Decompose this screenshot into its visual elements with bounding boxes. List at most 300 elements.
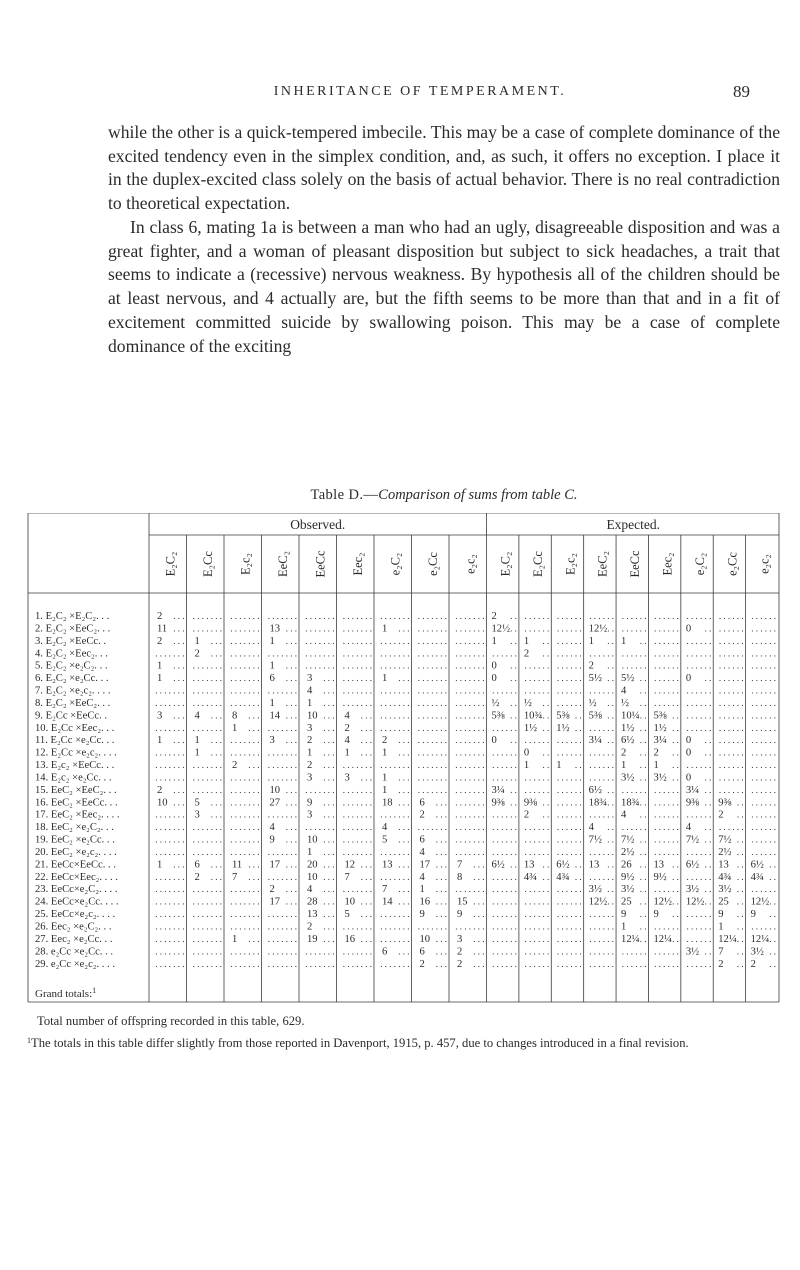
expected-cell: 12¼ [750,933,770,945]
leader-dots: . . . . . . [556,921,582,932]
leader-dots: . . . [173,859,185,870]
leader-dots: . . . [323,834,335,845]
leader-dots: . . [542,797,550,808]
paragraph-1: while the other is a quick-tempered imbecile. This may be a case of complete dominance of the excited tendency even in the simplex condition, and, as such, it offers no exception. I place it in the duplex-excited class solely on the basis of actual behavior. There is no real contradiction to theoretical expectation. [108,122,780,214]
leader-dots: . . . . . . . [417,660,447,671]
leader-dots: . . . . . . [718,697,744,708]
observed-cell: 1 [157,673,163,685]
paragraph-2: In class 6, mating 1a is between a man who had an ugly, disagreeable disposition and was a great fighter, and a woman of pleasant disposition but subject to sick headaches, a trait that seems to indicate a (recessive) nervous weakness. By hypothesis all of the children should be at least nervous, and 4 actually are, but the fifth seems to be more than that and in a fit of excitement committed suicide by swallowing poison. This may be a case of complete dominance of the exciting [108,217,780,356]
leader-dots: . . . [398,834,410,845]
leader-dots: . . . . . . . [155,834,185,845]
leader-dots: . . . . . . [556,933,582,944]
leader-dots: . . . . . . [556,797,582,808]
observed-cell: 20 [307,859,318,871]
leader-dots: . . . . . . . [230,834,260,845]
leader-dots: . . . [398,735,410,746]
leader-dots: . . . [360,859,372,870]
leader-dots: . . . . . . [589,946,615,957]
leader-dots: . . . . . . [556,635,582,646]
column-header: e₂c₂ [463,554,478,574]
observed-cell: 9 [419,909,425,921]
leader-dots: . . . . . . . [267,909,297,920]
observed-cell: 19 [307,933,318,945]
row-label: 3. E₂C₂ ×EeCc. . [35,635,107,647]
leader-dots: . . [639,735,647,746]
leader-dots: . . . [323,772,335,783]
leader-dots: . . . . . . . [417,747,447,758]
leader-dots: . . . . . . . [192,946,222,957]
leader-dots: . . . . . . [556,784,582,795]
leader-dots: . . . . . . . [192,933,222,944]
leader-dots: . . [510,635,517,646]
observed-cell: 1 [157,859,163,871]
row-label: 20. EeC₂ ×e₂c₂. . . . [35,846,117,858]
leader-dots: . . . . . . . [380,648,410,659]
leader-dots: . . . [360,722,372,733]
leader-dots: . . . . . . . [192,822,222,833]
leader-dots: . . . . . . [556,909,582,920]
leader-dots: . . . [323,884,335,895]
leader-dots: . . . . . . [686,648,712,659]
expected-cell: 9⅜ [523,797,538,809]
leader-dots: . . . [435,859,447,870]
leader-dots: . . . [323,846,335,857]
leader-dots: . . . . . . . [267,809,297,820]
observed-cell: 7 [457,859,463,871]
table-caption [108,487,780,504]
leader-dots: . . . . . . . [267,871,297,882]
expected-cell: 7½ [588,834,602,846]
leader-dots: . . . [323,685,335,696]
leader-dots: . . . [473,933,485,944]
leader-dots: . . . [435,896,447,907]
leader-dots: . . . [398,946,410,957]
leader-dots: . . . . . . . [305,958,335,969]
leader-dots: . . . . . . [589,909,615,920]
leader-dots: . . . [173,710,185,721]
expected-cell: 2 [653,747,659,759]
leader-dots: . . . . . . . [342,685,372,696]
leader-dots: . . . . . . . [305,623,335,634]
leader-dots: . . . . . . . [342,784,372,795]
expected-cell: 5⅜ [653,710,667,722]
leader-dots: . . . . . . [654,660,679,671]
leader-dots: . . . . . . [492,884,517,895]
leader-dots: . . . . . . [556,846,582,857]
leader-dots: . . . . . . [589,933,615,944]
expected-cell: 3½ [750,946,764,958]
observed-cell: 9 [457,909,463,921]
leader-dots: . . . [323,896,335,907]
observed-cell: 2 [344,722,350,734]
leader-dots: . . [672,735,679,746]
leader-dots: . . . [210,747,222,758]
leader-dots: . . . . . . [718,735,744,746]
expected-cell: 9⅜ [718,797,732,809]
leader-dots: . . . . . . . [455,660,485,671]
leader-dots: . . . . . . . [455,685,485,696]
leader-dots: . . . . . . [718,635,744,646]
leader-dots: . . . . . . [654,784,679,795]
leader-dots: . . . . . . [556,623,582,634]
expected-cell: 3½ [621,884,635,896]
leader-dots: . . [510,859,517,870]
row-label: 12. E₂Cc ×e₂c₂. . . . [35,747,117,759]
expected-cell: 1 [491,635,497,647]
leader-dots: . . . [248,933,260,944]
leader-dots: . . . . . . . [305,611,335,621]
leader-dots: . . [607,797,615,808]
leader-dots: . . [510,710,517,721]
leader-dots: . . . [360,710,372,721]
leader-dots: . . [639,772,647,783]
observed-cell: 17 [269,896,281,908]
observed-cell: 2 [194,648,200,660]
leader-dots: . . . . . . [686,871,712,882]
leader-dots: . . . [285,623,297,634]
leader-dots: . . . . . . . [192,685,222,696]
expected-cell: 3½ [685,946,700,958]
leader-dots: . . . . . . [492,834,517,845]
leader-dots: . . . . . . . [417,822,447,833]
leader-dots: . . . . . . [589,722,615,733]
leader-dots: . . . . . . . [380,635,410,646]
leader-dots: . . . . . . [589,871,615,882]
leader-dots: . . . [173,623,185,634]
leader-dots: . . [574,760,582,771]
leader-dots: . . . [398,822,410,833]
expected-cell: 2 [750,958,756,970]
column-header: EeCc [628,550,643,578]
leader-dots: . . . [285,710,297,721]
leader-dots: . . . . . . [654,648,679,659]
row-label: 27. Eec₂ ×e₂Cc. . . [35,933,113,945]
row-label: 9. E₂Cc ×EeCc. . [35,710,108,722]
leader-dots: . . . . . . . [155,809,185,820]
leader-dots: . . [639,834,647,845]
leader-dots: . . . . . . . [342,697,372,708]
leader-dots: . . . . . . . [192,896,222,907]
leader-dots: . . . . . . [621,784,647,795]
leader-dots: . . . [360,933,372,944]
observed-cell: 11 [232,859,243,871]
leader-dots: . . . . . . [718,685,744,696]
leader-dots: . . . . . . . [230,697,260,708]
leader-dots: . . . [435,909,447,920]
observed-cell: 27 [269,797,281,809]
leader-dots: . . . . . . . [192,921,222,932]
leader-dots: . . . . . . . [155,958,185,969]
observed-cell: 2 [232,760,238,772]
expected-cell: 7½ [621,834,635,846]
observed-cell: 3 [307,772,313,784]
leader-dots: . . . . . . [751,760,776,771]
leader-dots: . . . . . . . [455,697,485,708]
column-header: EeCc [313,550,328,578]
leader-dots: . . . [173,660,185,671]
leader-dots: . . . [323,809,335,820]
leader-dots: . . . . . . [524,685,550,696]
observed-cell: 10 [307,834,318,846]
leader-dots: . . . . . . . [455,735,485,746]
expected-cell: 3½ [588,884,602,896]
leader-dots: . . . . . . [524,958,550,969]
observed-cell: 4 [344,735,350,747]
leader-dots: . . [510,623,517,634]
leader-dots: . . [607,673,615,684]
leader-dots: . . [639,797,647,808]
leader-dots: . . [672,871,679,882]
leader-dots: . . . . . . [751,822,776,833]
leader-dots: . . . [360,896,372,907]
observed-cell: 6 [269,673,275,685]
leader-dots: . . . . . . . [455,846,485,857]
leader-dots: . . . . . . [589,846,615,857]
expected-cell: 0 [685,623,692,635]
expected-cell: 0 [685,735,692,747]
leader-dots: . . . . . . [524,834,550,845]
expected-cell: 9⅜ [491,797,505,809]
leader-dots: . . . [210,871,222,882]
leader-dots: . . . . . . . [380,660,410,671]
expected-cell: ½ [621,697,630,709]
expected-cell: 3¼ [653,735,667,747]
leader-dots: . . [607,822,615,833]
leader-dots: . . . . . . [751,710,776,721]
observed-cell: 2 [307,735,313,747]
leader-dots: . . [736,896,744,907]
observed-cell: 1 [194,635,200,647]
leader-dots: . . . . . . [589,958,615,969]
leader-dots: . . [736,797,744,808]
leader-dots: . . . [323,747,335,758]
leader-dots: . . . . . . . [192,958,222,969]
leader-dots: . . . . . . [718,710,744,721]
leader-dots: . . . . . . . [155,921,185,932]
leader-dots: . . . [323,710,335,721]
leader-dots: . . . . . . [556,648,582,659]
leader-dots: . . . . . . [492,809,517,820]
column-header: E₂c₂ [238,553,253,575]
leader-dots: . . . . . . . [417,772,447,783]
leader-dots: . . . . . . [751,635,776,646]
expected-cell: 4¾ [718,871,732,883]
leader-dots: . . [704,735,712,746]
leader-dots: . . . . . . . [455,635,485,646]
observed-cell: 4 [307,884,313,896]
expected-cell: 9 [750,909,756,921]
comparison-table [27,513,780,1003]
observed-cell: 16 [344,933,356,945]
leader-dots: . . . . . . . [342,809,372,820]
leader-dots: . . [639,760,647,771]
expected-cell: 2 [718,958,724,970]
leader-dots: . . . . . . . [455,834,485,845]
leader-dots: . . . . . . . [155,871,185,882]
expected-cell: 9½ [653,871,667,883]
leader-dots: . . . [360,772,372,783]
leader-dots: . . . . . . . [155,946,185,957]
expected-cell: 12½ [750,896,770,908]
observed-cell: 10 [344,896,356,908]
leader-dots: . . . . . . [621,822,647,833]
observed-cell: 1 [382,747,388,759]
expected-cell: 2½ [621,846,635,858]
expected-cell: 1 [621,921,627,933]
leader-dots: . . . . . . . [192,722,222,733]
leader-dots: . . [736,809,744,820]
column-header: E₂Cc [530,551,545,577]
leader-dots: . . . . . . . [155,896,185,907]
leader-dots: . . . [210,635,222,646]
observed-cell: 3 [194,809,200,821]
leader-dots: . . . . . . [621,660,647,671]
leader-dots: . . . . . . [686,809,712,820]
observed-cell: 1 [194,735,200,747]
observed-cell: 1 [157,660,163,672]
expected-cell: 0 [685,772,692,784]
leader-dots: . . [704,797,712,808]
expected-cell: 25 [621,896,632,908]
leader-dots: . . . [285,884,297,895]
leader-dots: . . . . . . . [455,784,485,795]
observed-cell: 1 [382,623,388,635]
leader-dots: . . . . . . [751,747,776,758]
leader-dots: . . . [248,859,260,870]
leader-dots: . . . . . . [621,611,647,621]
leader-dots: . . . [473,958,485,969]
leader-dots: . . . . . . [556,809,582,820]
observed-cell: 2 [457,958,463,970]
leader-dots: . . [542,871,550,882]
leader-dots: . . . . . . [621,648,647,659]
column-header: Eec₂ [660,552,675,576]
leader-dots: . . . . . . . [267,760,297,771]
row-label: 15. EeC₂ ×EeC₂. . . [35,784,117,796]
expected-cell: 5⅜ [491,710,505,722]
leader-dots: . . [607,784,615,795]
leader-dots: . . . [248,710,260,721]
leader-dots: . . . . . . . [455,772,485,783]
leader-dots: . . . . . . [751,623,776,634]
leader-dots: . . . . . . [751,784,776,795]
expected-cell: 2 [523,648,530,660]
leader-dots: . . . . . . [718,747,744,758]
leader-dots: . . [510,697,517,708]
leader-dots: . . . . . . . [267,747,297,758]
observed-cell: 3 [307,809,313,821]
observed-cell: 14 [382,896,393,908]
observed-cell: 2 [382,735,388,747]
leader-dots: . . [736,871,744,882]
observed-cell: 6 [382,946,388,958]
leader-dots: . . [542,747,550,758]
observed-cell: 3 [157,710,163,722]
leader-dots: . . [607,884,615,895]
leader-dots: . . [510,784,517,795]
leader-dots: . . . . . . [686,710,712,721]
leader-dots: . . . . . . [556,735,582,746]
leader-dots: . . . . . . . [455,722,485,733]
observed-cell: 13 [382,859,393,871]
expected-cell: 12½ [588,623,608,635]
leader-dots: . . . . . . . [342,648,372,659]
leader-dots: . . [574,871,582,882]
leader-dots: . . . . . . [589,685,615,696]
observed-cell: 1 [232,933,238,945]
leader-dots: . . . . . . . [455,760,485,771]
table-caption-main: Comparison of sums from table C. [378,487,578,503]
leader-dots: . . . . . . [556,772,582,783]
leader-dots: . . . [398,673,410,684]
footnote-text: The totals in this table differ slightly from those reported in Davenport, 1915, p. 457, due to changes introduced in a final revision. [31,1036,689,1050]
leader-dots: . . . [248,760,260,771]
leader-dots: . . . . . . . [267,772,297,783]
expected-cell: 1 [621,760,627,772]
leader-dots: . . . . . . [589,648,615,659]
expected-cell: 2 [718,809,724,821]
leader-dots: . . . . . . [686,660,712,671]
leader-dots: . . . [285,784,297,795]
leader-dots: . . . . . . [589,772,615,783]
expected-cell: 5⅜ [588,710,602,722]
leader-dots: . . . . . . . [192,760,222,771]
leader-dots: . . . . . . . [342,884,372,895]
observed-cell: 10 [419,933,431,945]
leader-dots: . . . . . . [621,958,647,969]
expected-cell: 3½ [621,772,635,784]
expected-cell: 13 [523,859,535,871]
leader-dots: . . [639,710,647,721]
leader-dots: . . . . . . . [230,909,260,920]
expected-cell: 0 [685,673,692,685]
observed-cell: 13 [269,623,281,635]
leader-dots: . . . [285,834,297,845]
leader-dots: . . . . . . [492,933,517,944]
observed-cell: 1 [344,747,350,759]
leader-dots: . . . . . . [751,921,776,932]
leader-dots: . . . . . . . [230,747,260,758]
leader-dots: . . . . . . . [155,772,185,783]
leader-dots: . . [542,809,550,820]
row-label: 16. EeC₂ ×EeCc. . . [35,797,118,809]
leader-dots: . . . . . . [492,747,517,758]
observed-cell: 10 [157,797,168,809]
leader-dots: . . . . . . . [417,697,447,708]
observed-cell: 1 [307,846,313,858]
leader-dots: . . . [435,958,447,969]
leader-dots: . . . [210,648,222,659]
observed-cell: 2 [307,760,313,772]
leader-dots: . . . . . . . [380,933,410,944]
observed-cell: 2 [157,611,163,622]
leader-dots: . . . . . . [589,809,615,820]
leader-dots: . . . [473,859,485,870]
footnote-1 [27,1033,780,1051]
leader-dots: . . . . . . . [230,772,260,783]
column-header: Eec₂ [351,552,366,576]
leader-dots: . . [542,648,550,659]
observed-cell: 9 [269,834,275,846]
column-header: e₂c₂ [757,554,772,574]
leader-dots: . . . . . . . [342,822,372,833]
leader-dots: . . . . . . . [342,623,372,634]
row-label: 13. E₂c₂ ×EeCc. . . [35,760,115,772]
leader-dots: . . [607,623,615,634]
leader-dots: . . [607,735,615,746]
expected-cell: 9½ [621,871,635,883]
leader-dots: . . . . . . . [417,648,447,659]
